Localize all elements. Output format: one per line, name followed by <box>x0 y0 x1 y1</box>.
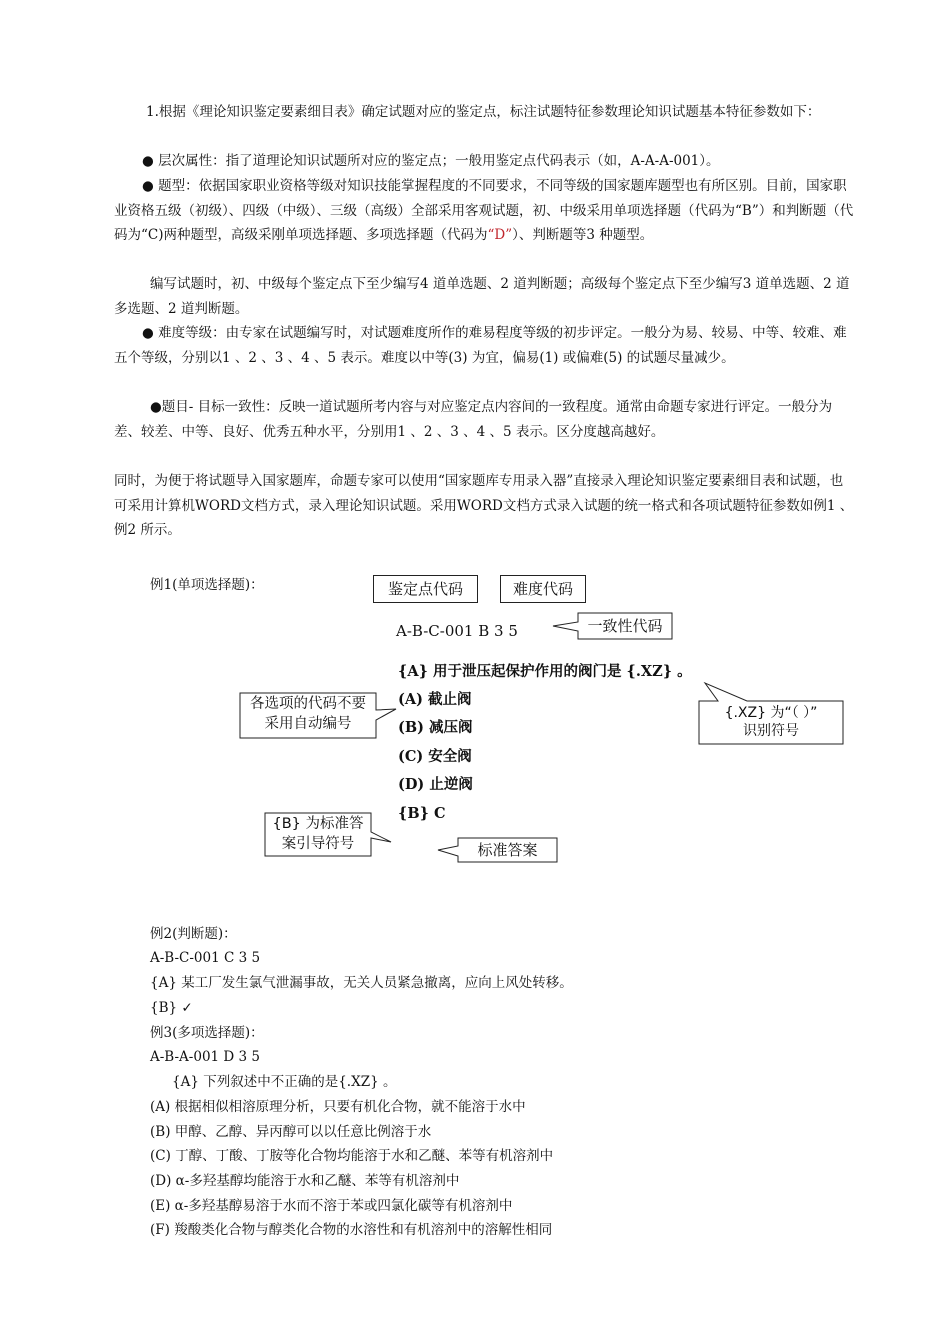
example2-answer: {B} ✓ <box>150 1000 193 1016</box>
bullet-difficulty: ● 难度等级：由专家在试题编写时，对试题难度所作的难易程度等级的初步评定。一般分为易、较易、中等、较难、难五个等级，分别以1 、2 、3 、4 、5 表示。难度以中等(3) 为宜，偏易(1) 或偏难(5) 的试题尽量减少。 <box>114 325 847 366</box>
code-d-red: “D” <box>487 227 513 243</box>
example3-option-d: (D) α-多羟基醇均能溶于水和乙醚、苯等有机溶剂中 <box>150 1173 460 1189</box>
example3-code-line: A-B-A-001 D 3 5 <box>150 1049 260 1065</box>
example1-question: {A} 用于泄压起保护作用的阀门是 {.XZ} 。 <box>398 663 692 680</box>
example3-question: {A} 下列叙述中不正确的是{.XZ} 。 <box>172 1074 397 1090</box>
intro-paragraph-3: 同时，为便于将试题导入国家题库，命题专家可以使用“国家题库专用录入器”直接录入理论知识鉴定要素细目表和试题，也可采用计算机WORD文档方式，录入理论知识试题。采用WORD文档方式录入试题的统一格式和各项试题特征参数如例1 、例2 所示。 <box>114 473 854 538</box>
callout-xz-line2: 识别符号 <box>743 723 799 739</box>
example1-option-a: (A) 截止阀 <box>398 691 472 708</box>
example3-option-a: (A) 根据相似相溶原理分析，只要有机化合物，就不能溶于水中 <box>150 1099 526 1115</box>
example2-label: 例2(判断题)： <box>150 926 237 942</box>
callout-xz-line1: {.XZ} 为“（ ）” <box>724 705 818 721</box>
example3-label: 例3(多项选择题)： <box>150 1025 264 1041</box>
example1-answer: {B} C <box>398 805 446 822</box>
example2-question: {A} 某工厂发生氯气泄漏事故，无关人员紧急撤离，应向上风处转移。 <box>150 975 573 991</box>
example3-option-c: (C) 丁醇、丁酸、丁胺等化合物均能溶于水和乙醚、苯等有机溶剂中 <box>150 1148 554 1164</box>
bullet-question-type: ● 题型：依据国家职业资格等级对知识技能掌握程度的不同要求，不同等级的国家题库题型也有所区别。目前，国家职业资格五级（初级）、四级（中级）、三级（高级）全部采用客观试题，初、中级采用单项选择题（代码为“B”）和判断题（代码为“C)两种题型，高级采刚单项选择题、多项选择题（代码为“D”）、判断题等3 种题型。 <box>114 178 854 243</box>
example2-code-line: A-B-C-001 C 3 5 <box>150 950 261 966</box>
example3-option-f: (F) 羧酸类化合物与醇类化合物的水溶性和有机溶剂中的溶解性相同 <box>150 1222 553 1238</box>
example1-label: 例1(单项选择题)： <box>150 577 264 593</box>
example3-option-e: (E) α-多羟基醇易溶于水而不溶于苯或四氯化碳等有机溶剂中 <box>150 1198 513 1214</box>
example1-code-line: A-B-C-001 B 3 5 <box>396 622 518 640</box>
example1-option-d: (D) 止逆阀 <box>398 776 473 793</box>
example3-option-b: (B) 甲醇、乙醇、异丙醇可以以任意比例溶于水 <box>150 1124 432 1140</box>
callout-b-marker-line1: {B} 为标准答 <box>272 816 364 832</box>
intro-paragraph-1: 1.根据《理论知识鉴定要素细目表》确定试题对应的鉴定点，标注试题特征参数理论知识试题基本特征参数如下： <box>146 104 821 120</box>
example1-option-b: (B) 减压阀 <box>398 719 473 736</box>
callout-option-code-line2: 采用自动编号 <box>264 716 352 732</box>
bullet-consistency: ●题目- 目标一致性：反映一道试题所考内容与对应鉴定点内容间的一致程度。通常由命题专家进行评定。一般分为差、较差、中等、良好、优秀五种水平，分别用1 、2 、3 、4 、5 表示。区分度越高越好。 <box>114 399 833 440</box>
callout-b-marker-line2: 案引导符号 <box>281 836 355 852</box>
example1-option-c: (C) 安全阀 <box>398 748 472 765</box>
callout-difficulty-code: 难度代码 <box>500 575 586 603</box>
callout-point-code: 鉴定点代码 <box>373 575 478 603</box>
callout-standard-answer: 标准答案 <box>477 841 538 859</box>
bullet-hierarchy: ● 层次属性：指了道理论知识试题所对应的鉴定点；一般用鉴定点代码表示（如，A-A-A-001）。 <box>142 153 720 169</box>
callout-option-code-line1: 各选项的代码不要 <box>250 696 366 712</box>
callout-consistency-code: 一致性代码 <box>587 617 663 635</box>
intro-paragraph-2: 编写试题时，初、中级每个鉴定点下至少编写4 道单选题、2 道判断题；高级每个鉴定点下至少编写3 道单选题、2 道多选题、2 道判断题。 <box>114 276 850 317</box>
